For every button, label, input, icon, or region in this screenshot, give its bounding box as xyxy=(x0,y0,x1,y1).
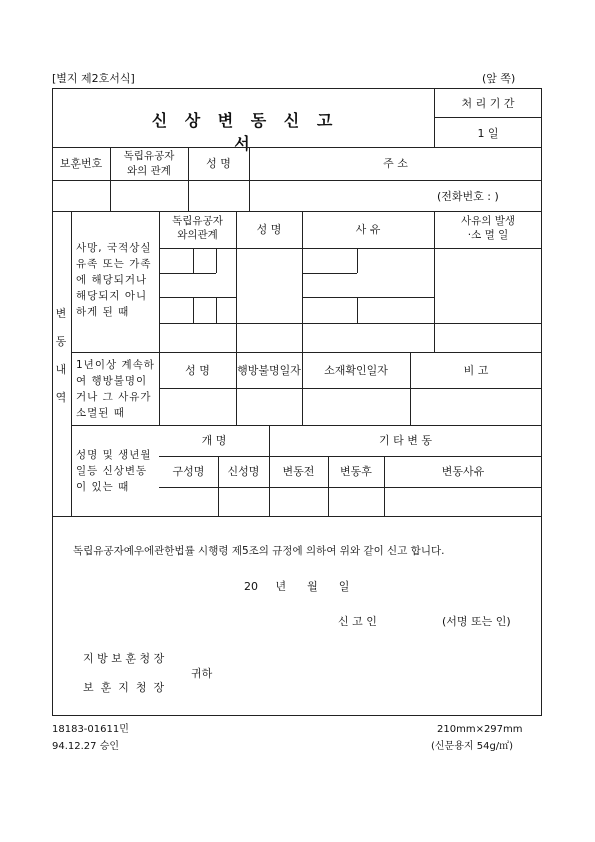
block3-col-before: 변동전 xyxy=(282,465,315,478)
approval-date: 94.12.27 승인 xyxy=(52,741,120,752)
rule xyxy=(302,273,357,274)
rule xyxy=(216,248,217,273)
rule xyxy=(357,297,358,323)
block2-label: 1년이상 계속하 여 행방불명이 거나 그 사유가 소멸된 때 xyxy=(76,359,155,419)
block1-col-reason: 사 유 xyxy=(355,223,381,236)
rule xyxy=(71,211,72,516)
phone-number-label: (전화번호 : ) xyxy=(437,190,499,203)
paper-type: (신문용지 54g/㎡) xyxy=(431,741,514,752)
block2-col-name: 성 명 xyxy=(185,364,210,377)
block3-label: 성명 및 생년월 일등 신상변동 이 있는 때 xyxy=(76,449,152,493)
block2-col-missing-date: 행방불명일자 xyxy=(237,364,301,377)
rule xyxy=(71,425,542,426)
block1-col-date: 사유의 발생 ·소 멸 일 xyxy=(460,215,516,241)
col-relation: 독립유공자 와의 관계 xyxy=(123,150,175,177)
rule xyxy=(52,211,542,212)
rule xyxy=(159,297,236,298)
rule xyxy=(159,273,216,274)
rule xyxy=(71,352,542,353)
declaration-statement: 독립유공자예우에관한법률 시행령 제5조의 규정에 의하여 위와 같이 신고 합니다. xyxy=(73,545,445,557)
form-number-label: [별지 제2호서식] xyxy=(52,72,135,85)
change-details-label: 변 동 내 역 xyxy=(55,307,67,404)
col-name: 성 명 xyxy=(206,157,231,170)
block3-col-new-name: 신성명 xyxy=(227,465,260,478)
declaration-date: 20 년 월 일 xyxy=(244,580,350,593)
col-bohun-number: 보훈번호 xyxy=(59,157,103,170)
rule xyxy=(52,516,542,517)
addressee-regional-office: 지 방 보 훈 청 장 xyxy=(83,652,165,665)
block2-col-confirm-date: 소재확인일자 xyxy=(324,364,388,377)
reporter-label: 신 고 인 xyxy=(338,615,377,628)
processing-period-label: 처 리 기 간 xyxy=(461,97,515,110)
page-side-label: (앞 쪽) xyxy=(482,72,516,85)
block3-col-old-name: 구성명 xyxy=(172,465,205,478)
rule xyxy=(302,297,434,298)
rule xyxy=(159,323,542,324)
block3-col-after: 변동후 xyxy=(340,465,372,478)
rule xyxy=(193,297,194,323)
form-code: 18183-01611민 xyxy=(52,724,129,735)
rule xyxy=(159,388,542,389)
block2-col-remark: 비 고 xyxy=(463,364,489,377)
rule xyxy=(159,456,542,457)
rule xyxy=(193,248,194,273)
rule xyxy=(357,248,358,273)
block3-col-rename: 개 명 xyxy=(201,434,227,447)
rule xyxy=(434,117,542,118)
block3-col-change-reason: 변동사유 xyxy=(441,465,485,478)
rule xyxy=(159,487,542,488)
rule xyxy=(52,180,542,181)
paper-size: 210mm×297mm xyxy=(437,724,523,735)
block3-col-other: 기 타 변 동 xyxy=(379,434,432,447)
addressee-branch-office: 보 훈 지 청 장 xyxy=(83,681,165,694)
form-title: 신 상 변 동 신 고 서 xyxy=(151,111,339,153)
block1-col-name: 성 명 xyxy=(256,223,282,236)
block1-label: 사망, 국적상실 유족 또는 가족 에 해당되거나 해당되지 아니 하게 된 때 xyxy=(76,242,152,318)
rule xyxy=(216,297,217,323)
block1-col-relation: 독립유공자 와의관계 xyxy=(172,215,223,241)
processing-period-value: 1 일 xyxy=(477,127,499,140)
addressee-suffix: 귀하 xyxy=(191,667,213,680)
col-address: 주 소 xyxy=(383,157,408,170)
rule xyxy=(52,147,542,148)
signature-label: (서명 또는 인) xyxy=(442,615,511,628)
